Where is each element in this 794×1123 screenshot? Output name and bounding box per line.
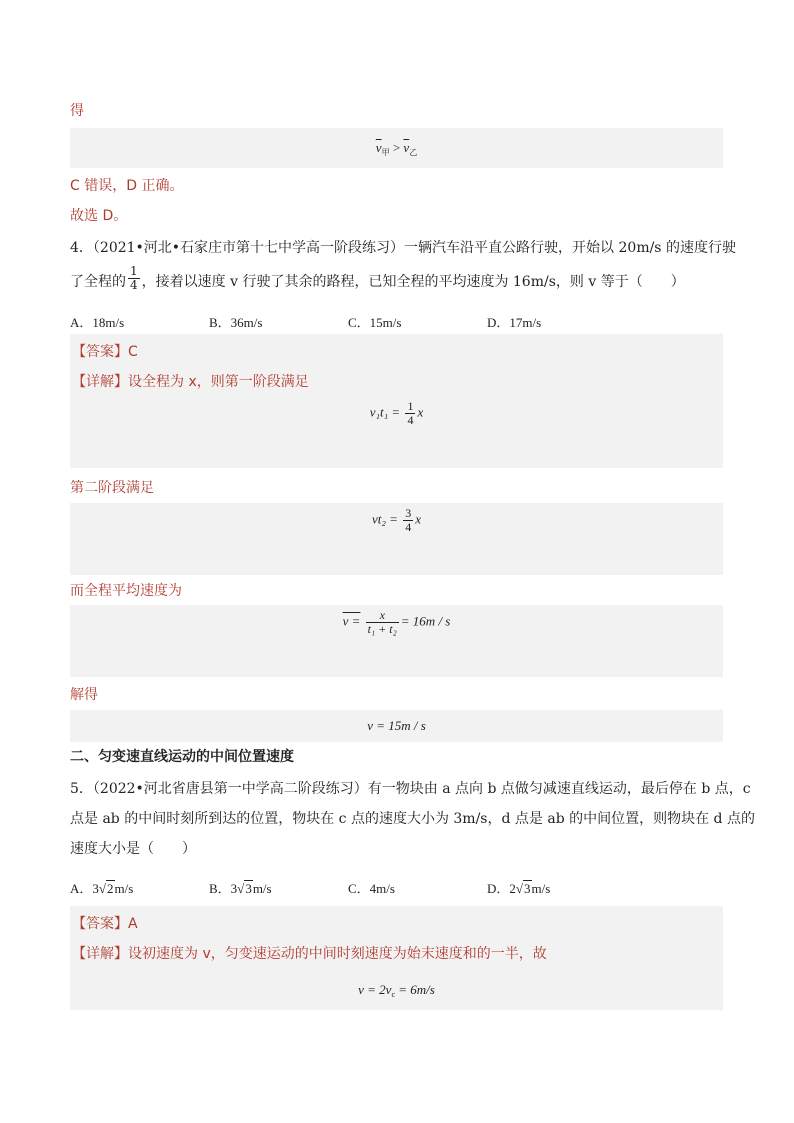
conclusion-text: C 错误，D 正确。 — [70, 178, 184, 194]
q4-equation-4: v = 15m / s — [367, 718, 426, 733]
q5-solution-box — [70, 906, 723, 1010]
q4-option-c: C．15m/s — [348, 315, 402, 330]
formula-box — [70, 128, 723, 168]
q4-equation-2: vt₂ = $\frac{3}{4}$ x — [372, 506, 421, 534]
q4-equation-1: v₁t₁ = $\frac{1}{4}$ x — [369, 399, 424, 427]
q5-stem-line2: 点是 ab 的中间时刻所到达的位置，物块在 c 点的速度大小为 3m/s，d 点是 ab 的中间位置，则物块在 d 点的 — [70, 811, 755, 827]
q5-answer: 【答案】A — [72, 916, 138, 932]
q4-stem-line2: 了全程的 $\frac{1}{4}$ ，接着以速度 v 行驶了其余的路程，已知全程的平均速度为 16m/s，则 v 等于（ ） — [70, 263, 685, 292]
q5-option-a: A．3√2m/s — [70, 881, 134, 896]
q4-option-d: D．17m/s — [487, 315, 542, 330]
q5-equation-1: $v = 2v_c = 6m/s$ — [358, 982, 435, 999]
q4-avg-text: 而全程平均速度为 — [70, 583, 182, 599]
q5-option-b: B．3√3m/s — [209, 881, 272, 896]
q4-equation-3: v = $\frac{x}{\text{t₁ + t₂}}$ = 16m / s — [342, 608, 451, 636]
q5-option-c: C．4m/s — [348, 881, 395, 896]
q4-detail: 【详解】设全程为 x，则第一阶段满足 — [72, 374, 309, 390]
velocity-comparison: $\overline{v}_甲 > \overline{v}_乙$ — [375, 140, 418, 157]
q4-solve-text: 解得 — [70, 687, 98, 703]
q5-stem-line1: 5．（2022•河北省唐县第一中学高二阶段练习）有一物块由 a 点向 b 点做匀减速直线运动，最后停在 b 点，c — [70, 781, 751, 797]
q5-option-d: D．2√3m/s — [487, 881, 551, 896]
q4-answer: 【答案】C — [72, 344, 138, 360]
q4-eq3-box — [70, 605, 723, 677]
q4-stem-line1: 4．（2021•河北•石家庄市第十七中学高一阶段练习）一辆汽车沿平直公路行驶，开始以 20m/s 的速度行驶 — [70, 240, 736, 256]
choose-text: 故选 D。 — [70, 208, 128, 224]
q4-option-b: B．36m/s — [209, 315, 263, 330]
q4-eq2-box — [70, 503, 723, 575]
de-label: 得 — [70, 103, 84, 119]
q4-solution-box — [70, 334, 723, 468]
q5-stem-line3: 速度大小是（ ） — [70, 841, 196, 857]
q4-stage2-text: 第二阶段满足 — [70, 480, 154, 496]
q4-option-a: A．18m/s — [70, 315, 125, 330]
section-2-title: 二、匀变速直线运动的中间位置速度 — [70, 749, 294, 765]
q5-detail: 【详解】设初速度为 v，匀变速运动的中间时刻速度为始末速度和的一半，故 — [72, 946, 547, 962]
q4-eq4-box — [70, 710, 723, 742]
